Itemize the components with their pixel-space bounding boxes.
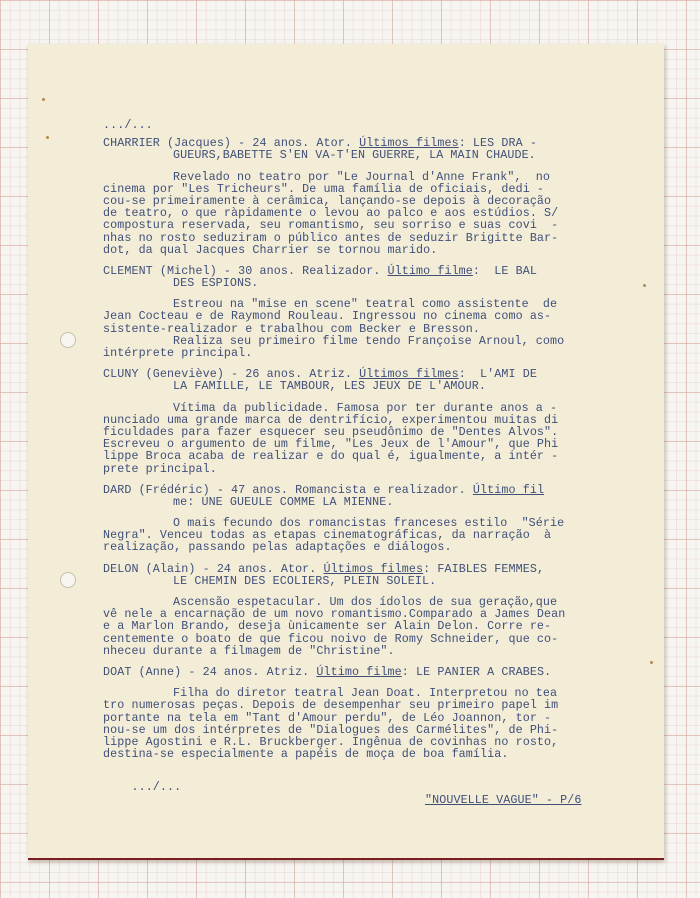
body-line: prete principal. [103, 461, 217, 476]
body-line: lippe Broca acaba de realizar e do qual é, igualmente, a intér - [103, 449, 559, 464]
body-line: Vítima da publicidade. Famosa por ter durante anos a - [173, 400, 558, 415]
body-line: intérprete principal. [103, 346, 253, 360]
body-line: nheceu durante a filmagem de "Christine". [103, 643, 395, 658]
films-list: : LES DRA - [458, 136, 537, 151]
films-tag: Últimos filmes [359, 136, 459, 151]
paper-speck [650, 661, 653, 664]
entry-header-cont: GUEURS,BABETTE S'EN VA-T'EN GUERRE, LA MAIN CHAUDE. [173, 148, 536, 163]
entry-header-cont: DES ESPIONS. [173, 276, 259, 291]
entry-name: CLEMENT (Michel) - 30 anos. Realizador. [103, 263, 388, 278]
entry-name: DARD (Frédéric) - 47 anos. Romancista e realizador. [103, 482, 473, 497]
entry-name: DOAT (Anne) - 24 anos. Atriz. [103, 664, 317, 679]
paper-speck [643, 284, 646, 287]
punch-hole [60, 332, 76, 348]
body-line: cinema por "Les Tricheurs". De uma família de oficiais, dedi - [103, 181, 545, 196]
footer-line [103, 769, 615, 807]
body-line: Filha do diretor teatral Jean Doat. Interpretou no tea [173, 686, 558, 701]
body-line: Estreou na "mise en scene" teatral como assistente de [173, 297, 558, 312]
punch-hole [60, 572, 76, 588]
typed-text [103, 118, 615, 807]
films-tag: Último filme [387, 263, 473, 278]
entry-header-cont: LA FAMILLE, LE TAMBOUR, LES JEUX DE L'AMOUR. [173, 379, 486, 394]
body-line: destina-se especialmente a papéis de moça de boa família. [103, 747, 509, 762]
entry-name: CLUNY (Geneviève) - 26 anos. Atriz. [103, 367, 360, 382]
body-line: centemente o boato de que ficou noivo de Romy Schneider, que co- [103, 631, 559, 646]
body-line: tro numerosas peças. Depois de desempenhar seu primeiro papel im [103, 698, 559, 713]
films-list: : FAIBLES FEMMES, [423, 561, 545, 576]
body-line: nunciado uma grande marca de dentrifício, experimentou muitas di [103, 412, 559, 427]
body-line: Jean Cocteau e de Raymond Rouleau. Ingressou no cinema como as- [103, 309, 552, 324]
entry-name: CHARRIER (Jacques) - 24 anos. Ator. [103, 136, 360, 151]
body-line: nhas no rosto seduziram o público antes de seduzir Brigitte Bar- [103, 230, 559, 245]
body-line: Revelado no teatro por "Le Journal d'Anne Frank", no [173, 169, 551, 184]
entries [103, 137, 615, 769]
entry-header [103, 563, 615, 575]
entry-name: DELON (Alain) - 24 anos. Ator. [103, 561, 324, 576]
body-line: lippe Agostini e R.L. Bruckberger. Ingênua de covinhas no rosto, [103, 734, 559, 749]
paper-speck [46, 136, 49, 139]
continuation-top: .../... [103, 118, 153, 132]
entry-header-cont: me: UNE GUEULE COMME LA MIENNE. [173, 494, 394, 509]
body-line: Ascensão espetacular. Um dos ídolos de sua geração,que [173, 595, 558, 609]
body-line: ficuldades para fazer esquecer seu pseudônimo de "Dentes Alvos". [103, 424, 559, 439]
body-line: dot, da qual Jacques Charrier se tornou marido. [103, 242, 438, 257]
films-tag: Último fil [472, 482, 545, 497]
body-line: Negra". Venceu todas as etapas cinematográficas, da narração à [103, 528, 552, 543]
body-line: Realiza seu primeiro filme tendo Françoise Arnoul, como [173, 333, 565, 348]
entry [103, 137, 615, 265]
films-tag: Últimos filmes [323, 561, 424, 576]
footer-ref: "NOUVELLE VAGUE" - P/6 [425, 792, 582, 807]
entry [103, 666, 615, 769]
body-line: realização, passando pelas adaptações e diálogos. [103, 540, 452, 555]
body-line: nou-se um dos intérpretes de "Dialogues des Carmélites", de Phi- [103, 722, 559, 737]
continuation-bottom: .../... [131, 780, 182, 795]
body-line: de teatro, o que ràpidamente o levou ao palco e aos estúdios. S/ [103, 206, 559, 221]
entry [103, 484, 615, 563]
paper-speck [42, 98, 45, 101]
body-line: cou-se primeiramente à cerâmica, lançando-se depois à decoração [103, 193, 552, 208]
body-line: Escreveu o argumento de um filme, "Les Jeux de l'Amour", que Phi [103, 437, 559, 452]
body-line: portante na tela em "Tant d'Amour perdu", de Léo Joannon, tor - [103, 710, 552, 725]
films-tag: Últimos filmes [359, 367, 459, 382]
films-list: : LE BAL [472, 263, 537, 278]
body-line: sistente-realizador e trabalhou com Becker e Bresson. [103, 321, 481, 336]
body-line: compostura reservada, seu romantismo, seu sorriso e suas covi - [103, 218, 559, 233]
body-line: O mais fecundo dos romancistas franceses estilo "Série [173, 516, 565, 531]
entry [103, 265, 615, 368]
entry [103, 368, 615, 484]
entry-header [103, 666, 615, 678]
entry [103, 563, 615, 666]
body-line: vê nele a encarnação de um novo romantismo.Comparado a James Dean [103, 607, 566, 622]
body-line: e a Marlon Brando, deseja ùnicamente ser Alain Delon. Corre re- [103, 619, 552, 634]
films-list: : L'AMI DE [458, 367, 537, 382]
films-tag: Último filme [316, 664, 402, 679]
films-list: : LE PANIER A CRABES. [401, 664, 552, 679]
entry-header-cont: LE CHEMIN DES ECOLIERS, PLEIN SOLEIL. [173, 573, 437, 588]
